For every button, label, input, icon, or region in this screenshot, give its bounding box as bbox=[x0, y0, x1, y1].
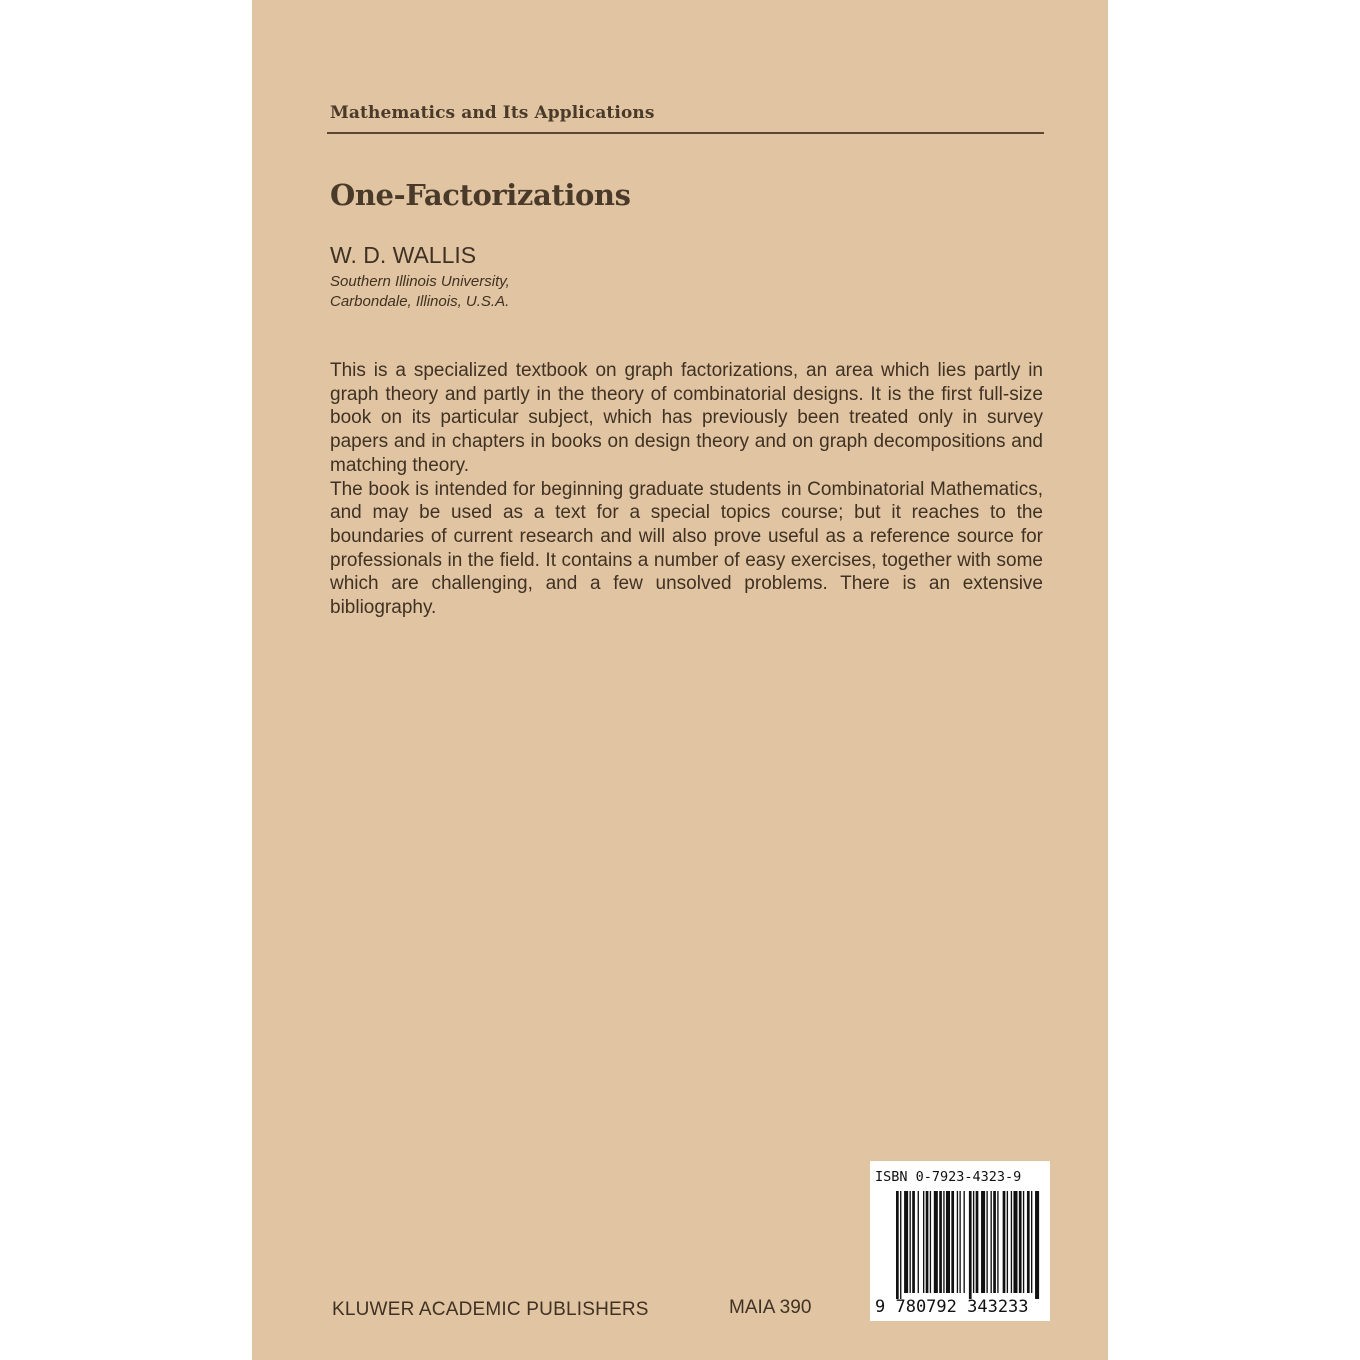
barcode-bar bbox=[976, 1191, 979, 1293]
barcode-bar bbox=[910, 1191, 911, 1293]
description-paragraph: The book is intended for beginning graduate students in Combinatorial Mathematics, and may be used as a text for a special topics course; but it reaches to the boundaries of current research and will also prove useful as a reference source for professionals in the field. It contains a number of easy exercises, together with some which are challenging, and a few unsolved problems. There is an extensive bibliography. bbox=[330, 478, 1043, 619]
barcode-bar bbox=[930, 1191, 931, 1293]
series-name: Mathematics and Its Applications bbox=[330, 103, 655, 123]
publisher-name: KLUWER ACADEMIC PUBLISHERS bbox=[332, 1299, 649, 1320]
isbn-label: ISBN 0-7923-4323-9 bbox=[875, 1169, 1022, 1185]
barcode-bar bbox=[1027, 1191, 1030, 1293]
barcode-bar bbox=[1011, 1191, 1012, 1293]
book-title: One-Factorizations bbox=[330, 178, 631, 212]
barcode-bar bbox=[939, 1191, 942, 1293]
barcode-bar bbox=[981, 1191, 985, 1293]
barcode-bar bbox=[904, 1191, 908, 1293]
back-cover bbox=[252, 0, 1108, 1360]
affiliation-line: Carbondale, Illinois, U.S.A. bbox=[330, 293, 510, 310]
barcode-bar bbox=[1013, 1191, 1017, 1293]
barcode-bar bbox=[973, 1191, 974, 1293]
barcode-bar bbox=[1007, 1191, 1008, 1293]
barcode-bar bbox=[964, 1191, 965, 1293]
barcode-bar bbox=[959, 1191, 960, 1293]
barcode-bar bbox=[926, 1191, 929, 1293]
barcode-bar bbox=[986, 1191, 987, 1293]
barcode bbox=[870, 1161, 1050, 1321]
barcode-bar bbox=[943, 1191, 944, 1293]
barcode-bar bbox=[1019, 1191, 1022, 1293]
barcode-bar bbox=[991, 1191, 992, 1293]
barcode-bar bbox=[1035, 1191, 1039, 1299]
series-number: MAIA 390 bbox=[729, 1297, 812, 1318]
affiliation-line: Southern Illinois University, bbox=[330, 273, 510, 290]
barcode-bar bbox=[969, 1191, 972, 1299]
series-rule bbox=[327, 132, 1044, 134]
barcode-bar bbox=[923, 1191, 924, 1293]
description-paragraph: This is a specialized textbook on graph factorizations, an area which lies partly in graph theory and partly in the theory of combinatorial designs. It is the first full-size book on its particular subject, which has previously been treated only in survey papers and in chapters in books on design theory and on graph decompositions and matching theory. bbox=[330, 360, 1043, 476]
barcode-bar bbox=[900, 1191, 901, 1299]
barcode-bar bbox=[951, 1191, 954, 1293]
barcode-bar bbox=[934, 1191, 938, 1293]
ean-number: 9 780792 343233 bbox=[875, 1297, 1029, 1317]
barcode-bar bbox=[1023, 1191, 1024, 1293]
barcode-bar bbox=[946, 1191, 950, 1293]
author-name: W. D. WALLIS bbox=[330, 242, 477, 268]
author-affiliation bbox=[330, 272, 510, 312]
barcode-bar bbox=[912, 1191, 915, 1293]
barcode-bar bbox=[957, 1191, 958, 1293]
book-description bbox=[330, 359, 1043, 620]
barcode-bar bbox=[918, 1191, 919, 1293]
barcode-bar bbox=[1031, 1191, 1032, 1293]
barcode-bar bbox=[896, 1191, 899, 1299]
barcode-bar bbox=[993, 1191, 996, 1293]
barcode-bar bbox=[1003, 1191, 1006, 1293]
barcode-bar bbox=[997, 1191, 998, 1293]
